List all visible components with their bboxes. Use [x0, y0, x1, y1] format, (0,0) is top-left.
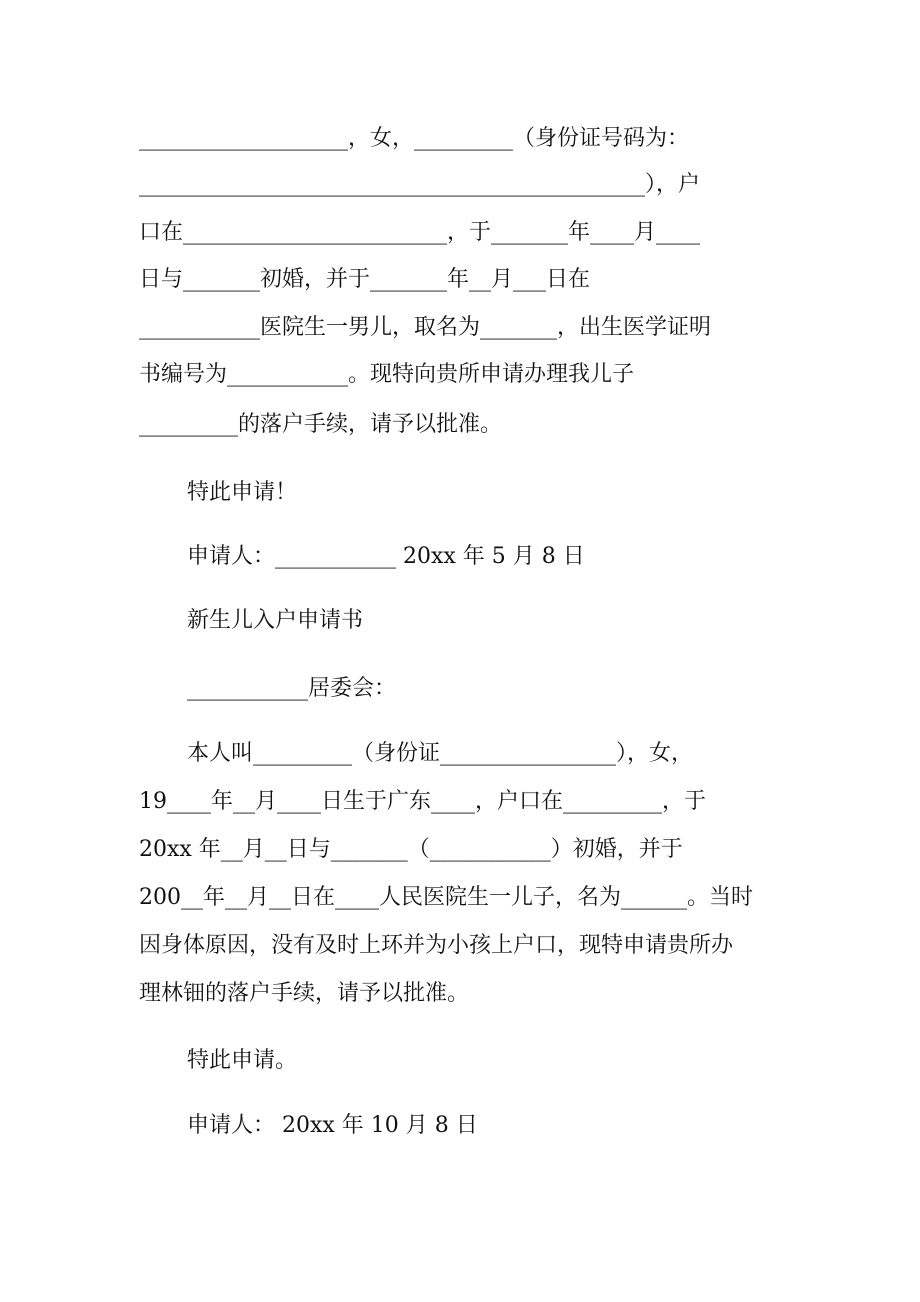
signature-line: 申请人：___________ 20xx 年 5 月 8 日 — [187, 544, 585, 569]
closing-text: 特此申请！ — [187, 480, 298, 505]
paragraph-line: 理林钿的落户手续，请予以批准。 — [139, 981, 470, 1006]
paragraph-line: ___________医院生一男儿，取名为_______，出生医学证明 — [139, 315, 712, 340]
salutation: ___________居委会： — [187, 676, 397, 701]
signature-line: 申请人： 20xx 年 10 月 8 日 — [187, 1113, 478, 1138]
paragraph-line: 19____年__月____日生于广东____，户口在_________，于 — [139, 789, 706, 814]
paragraph-line: 口在________________________，于_______年____月____ — [139, 220, 701, 245]
document-title: 新生儿入户申请书 — [187, 608, 364, 633]
paragraph-line: 书编号为___________。现特向贵所申请办理我儿子 — [139, 362, 635, 387]
closing-text: 特此申请。 — [187, 1048, 298, 1073]
paragraph-line: 本人叫_________（身份证________________），女， — [187, 741, 694, 766]
paragraph-line: 20xx 年__月__日与_______（___________）初婚，并于 — [139, 837, 683, 862]
paragraph-line: 因身体原因，没有及时上环并为小孩上户口，现特申请贵所办 — [139, 933, 734, 958]
paragraph-line: ______________________________________________），户 — [139, 172, 701, 197]
paragraph-line: ___________________，女，_________（身份证号码为： — [139, 126, 690, 151]
paragraph-line: _________的落户手续，请予以批准。 — [139, 412, 503, 437]
paragraph-line: 200__年__月__日在____人民医院生一儿子，名为______。当时 — [139, 885, 753, 910]
paragraph-line: 日与_______初婚，并于_______年__月___日在 — [139, 267, 591, 292]
